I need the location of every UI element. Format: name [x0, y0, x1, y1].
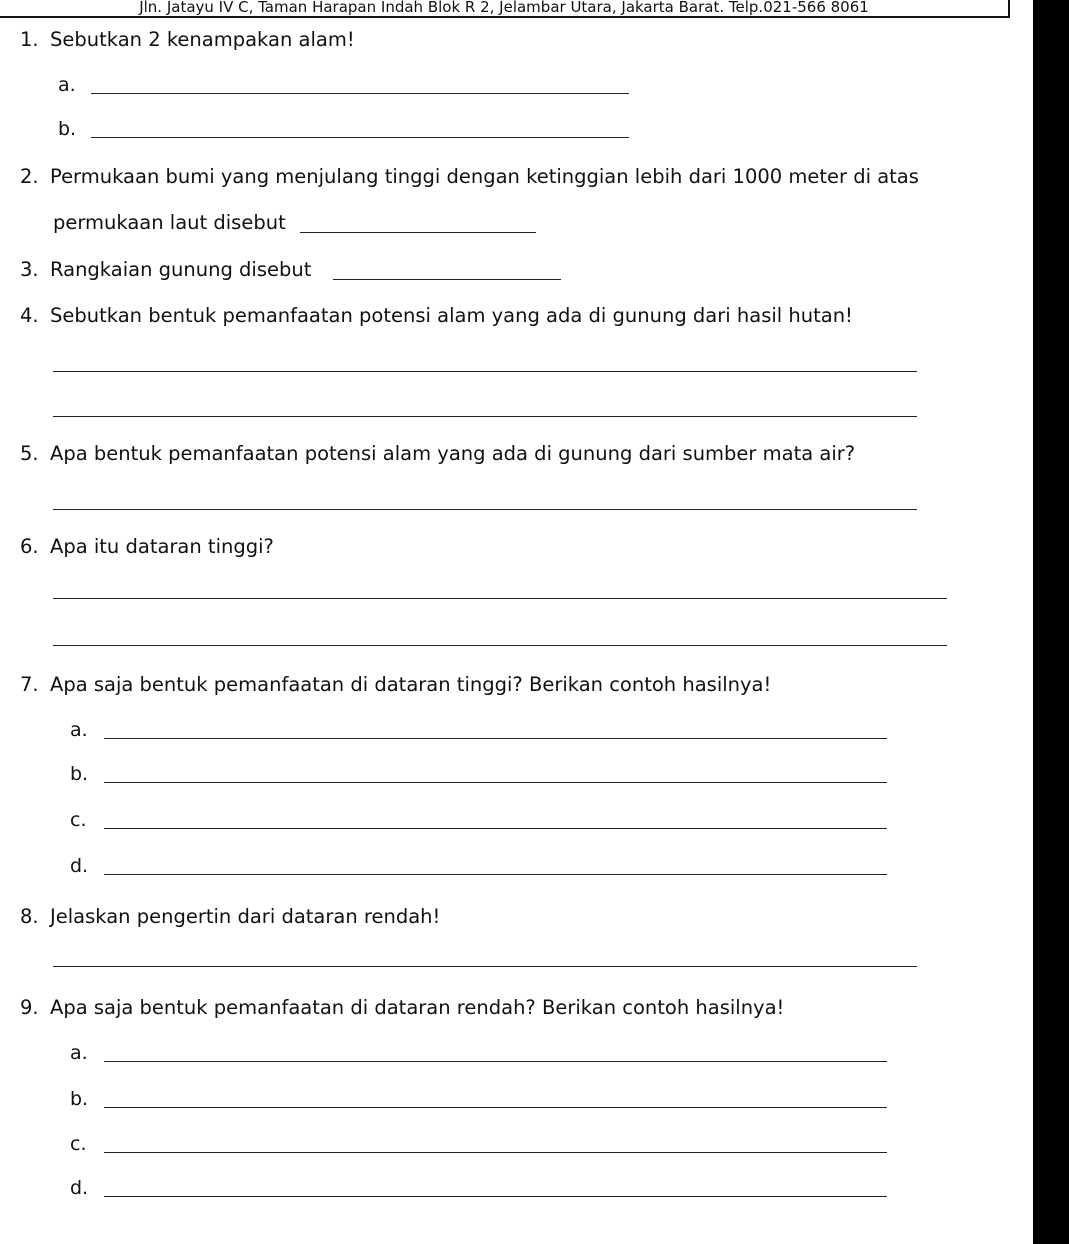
q9-option-a-label: a.: [70, 1042, 88, 1064]
question-text: Sebutkan 2 kenampakan alam!: [50, 28, 355, 51]
question-2: [20, 164, 919, 190]
q6-answer-line-2[interactable]: [53, 645, 947, 646]
question-text: Apa saja bentuk pemanfaatan di dataran rendah? Berikan contoh hasilnya!: [50, 996, 785, 1019]
question-text: Apa saja bentuk pemanfaatan di dataran tinggi? Berikan contoh hasilnya!: [50, 673, 772, 696]
q1-answer-line-b[interactable]: [91, 137, 629, 138]
question-7: [20, 672, 771, 698]
q9-answer-line-b[interactable]: [104, 1107, 887, 1108]
question-text-continuation: permukaan laut disebut: [53, 211, 286, 234]
question-2-continuation: [53, 210, 286, 236]
question-5: [20, 441, 855, 467]
q7-answer-line-c[interactable]: [104, 828, 887, 829]
q7-option-c-label: c.: [70, 809, 87, 831]
q9-option-c-label: c.: [70, 1133, 87, 1155]
question-text: Jelaskan pengertin dari dataran rendah!: [50, 905, 441, 928]
q7-answer-line-d[interactable]: [104, 874, 887, 875]
question-4: [20, 303, 853, 329]
q7-answer-line-a[interactable]: [104, 738, 887, 739]
q9-answer-line-d[interactable]: [104, 1196, 887, 1197]
q4-answer-line-1[interactable]: [53, 371, 917, 372]
question-number: 8.: [20, 905, 39, 928]
q9-option-d-label: d.: [70, 1177, 89, 1199]
right-edge-border: [1033, 0, 1069, 1244]
question-6: [20, 534, 274, 560]
question-text: Rangkaian gunung disebut: [50, 258, 312, 281]
q7-answer-line-b[interactable]: [104, 782, 887, 783]
question-text: Apa itu dataran tinggi?: [50, 535, 274, 558]
q5-answer-line[interactable]: [53, 509, 917, 510]
question-text: Permukaan bumi yang menjulang tinggi dengan ketinggian lebih dari 1000 meter di atas: [50, 165, 919, 188]
q8-answer-line[interactable]: [53, 966, 917, 967]
question-number: 4.: [20, 304, 39, 327]
q9-option-b-label: b.: [70, 1088, 89, 1110]
question-number: 9.: [20, 996, 39, 1019]
question-number: 7.: [20, 673, 39, 696]
q7-option-d-label: d.: [70, 855, 89, 877]
question-number: 2.: [20, 165, 39, 188]
question-number: 6.: [20, 535, 39, 558]
q1-option-b-label: b.: [58, 118, 77, 140]
q7-option-a-label: a.: [70, 719, 88, 741]
q4-answer-line-2[interactable]: [53, 416, 917, 417]
question-9: [20, 995, 784, 1021]
question-text: Sebutkan bentuk pemanfaatan potensi alam yang ada di gunung dari hasil hutan!: [50, 304, 853, 327]
q1-option-a-label: a.: [58, 74, 76, 96]
q1-answer-line-a[interactable]: [91, 93, 629, 94]
question-text: Apa bentuk pemanfaatan potensi alam yang ada di gunung dari sumber mata air?: [50, 442, 856, 465]
q7-option-b-label: b.: [70, 763, 89, 785]
q9-answer-line-a[interactable]: [104, 1061, 887, 1062]
q9-answer-line-c[interactable]: [104, 1152, 887, 1153]
question-8: [20, 904, 440, 930]
q2-answer-line[interactable]: [300, 232, 536, 233]
question-3: [20, 257, 311, 283]
question-1: [20, 27, 355, 53]
school-address-header: Jln. Jatayu IV C, Taman Harapan Indah Blok R 2, Jelambar Utara, Jakarta Barat. Telp.021-566 8061: [0, 0, 1010, 18]
question-number: 3.: [20, 258, 39, 281]
q6-answer-line-1[interactable]: [53, 598, 947, 599]
question-number: 1.: [20, 28, 39, 51]
q3-answer-line[interactable]: [333, 279, 561, 280]
question-number: 5.: [20, 442, 39, 465]
